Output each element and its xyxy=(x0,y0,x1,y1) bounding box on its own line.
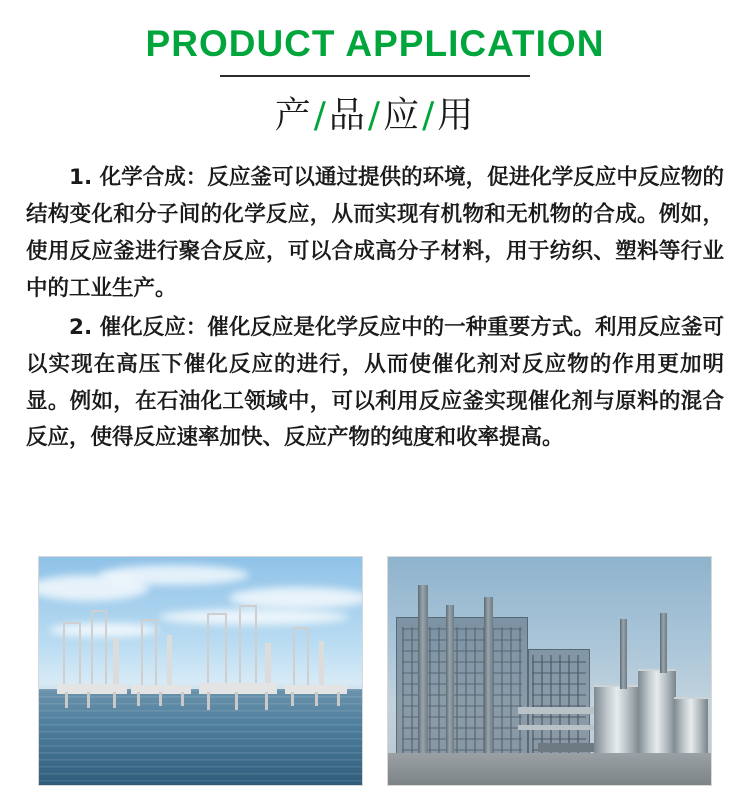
rig-leg xyxy=(337,692,340,706)
title-divider-wrap xyxy=(0,75,750,77)
rig-leg xyxy=(181,692,184,706)
chimney-stack xyxy=(620,619,627,689)
rig-tower xyxy=(319,641,324,685)
oil-rig-structure xyxy=(131,610,191,694)
photo-row xyxy=(0,556,750,800)
title-cn-char-4: 用 xyxy=(437,94,476,136)
rig-leg xyxy=(113,692,116,708)
page-title-chinese xyxy=(0,87,750,138)
paragraph-catalytic-reaction: 2. 催化反应：催化反应是化学反应中的一种重要方式。利用反应釜可以实现在高压下催化反应的进行，从而使催化剂对反应物的作用更加明显。例如，在石油化工领域中，可以利用反应釜实现催化剂与原料的混合反应，使得反应速率加快、反应产物的纯度和收率提高。 xyxy=(26,314,724,451)
title-cn-char-1: 产 xyxy=(274,94,313,136)
rig-leg xyxy=(159,692,162,706)
offshore-oil-rig-photo xyxy=(38,556,363,786)
rig-leg xyxy=(65,692,68,708)
rig-tower xyxy=(167,635,172,685)
rig-leg xyxy=(235,692,238,710)
title-cn-sep-3: / xyxy=(422,94,437,136)
rig-leg xyxy=(291,692,294,706)
rig-leg xyxy=(315,692,318,706)
cloud-shape xyxy=(99,565,249,585)
title-cn-char-2: 品 xyxy=(328,94,367,136)
rig-derrick xyxy=(63,622,81,684)
chimney-stack xyxy=(660,613,667,673)
oil-rig-structure xyxy=(285,616,347,694)
title-cn-sep-1: / xyxy=(313,94,328,136)
rig-derrick xyxy=(91,610,107,684)
rig-derrick xyxy=(293,627,309,685)
page-title-english: PRODUCT APPLICATION xyxy=(145,23,605,64)
paragraph-chemical-synthesis: 1. 化学合成：反应釜可以通过提供的环境，促进化学反应中反应物的结构变化和分子间的化学反应，从而实现有机物和无机物的合成。例如，使用反应釜进行聚合反应，可以合成高分子材料，用于纺织、塑料等行业中的工业生产。 xyxy=(26,164,724,301)
rig-derrick xyxy=(239,605,257,683)
oil-rig-structure xyxy=(57,602,127,694)
rig-derrick xyxy=(141,619,157,685)
rig-leg xyxy=(87,692,90,708)
title-cn-sep-2: / xyxy=(367,94,383,136)
rig-tower xyxy=(265,643,271,683)
rig-leg xyxy=(137,692,140,706)
rig-leg xyxy=(265,692,268,710)
rig-derrick xyxy=(207,613,227,683)
title-cn-char-3: 应 xyxy=(383,94,422,136)
oil-rig-structure xyxy=(199,598,277,694)
rig-leg xyxy=(207,692,210,710)
rig-tower xyxy=(113,638,119,684)
body-copy xyxy=(26,160,724,458)
refinery-plant-photo xyxy=(387,556,712,786)
plant-ground xyxy=(388,753,711,785)
title-divider xyxy=(220,75,530,77)
